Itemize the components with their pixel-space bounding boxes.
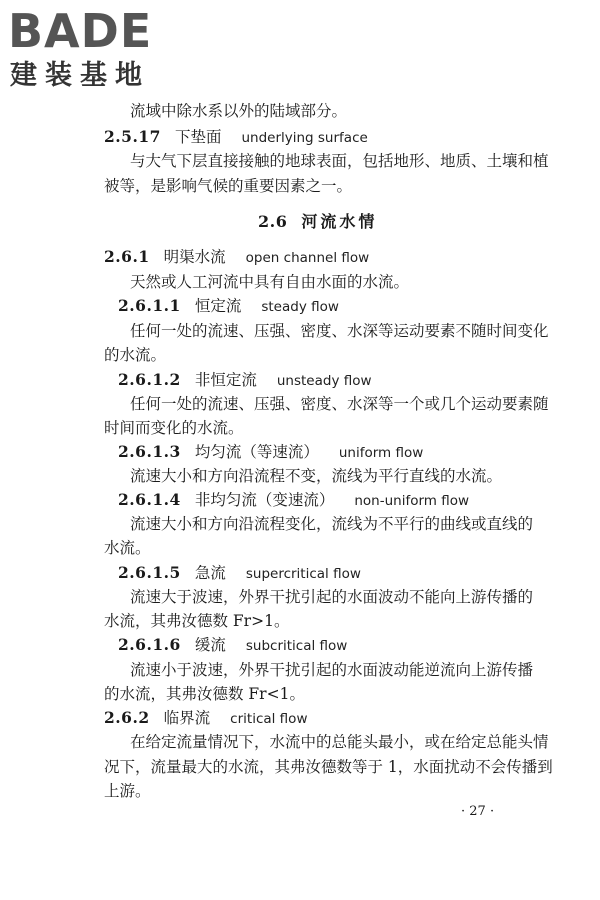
paragraph-line: 被等，是影响气候的重要因素之一。 <box>104 177 353 195</box>
term-number: 2.6.1.6 <box>118 635 181 654</box>
term-entry <box>104 708 307 729</box>
paragraph-line: 水流，其弗汝德数 Fr>1。 <box>104 612 290 630</box>
term-number: 2.6.1.2 <box>118 370 181 389</box>
bade-logo <box>6 6 176 94</box>
term-english: underlying surface <box>241 130 368 146</box>
paragraph-line: 的水流，其弗汝德数 Fr<1。 <box>104 685 305 703</box>
paragraph-line: 与大气下层直接接触的地球表面，包括地形、地质、土壤和植 <box>130 152 549 170</box>
term-number: 2.6.2 <box>104 708 150 727</box>
paragraph-line: 天然或人工河流中具有自由水面的水流。 <box>130 273 410 291</box>
term-english: uniform flow <box>338 445 424 461</box>
term-number: 2.6.1 <box>104 247 150 266</box>
term-entry <box>104 127 368 148</box>
paragraph-line: 上游。 <box>104 782 151 800</box>
paragraph-line: 水流。 <box>104 539 151 557</box>
term-entry <box>118 296 339 317</box>
section-title: 河流水情 <box>301 212 378 231</box>
term-english: unsteady flow <box>276 373 372 389</box>
term-entry <box>118 442 423 463</box>
term-number: 2.6.1.3 <box>118 442 181 461</box>
term-number: 2.6.1.5 <box>118 563 181 582</box>
term-english: supercritical flow <box>245 566 361 582</box>
term-entry <box>118 635 347 656</box>
term-chinese: 急流 <box>194 564 226 582</box>
term-entry <box>118 563 361 584</box>
term-chinese: 缓流 <box>194 636 226 654</box>
paragraph-line: 流速大于波速，外界干扰引起的水面波动不能向上游传播的 <box>130 588 534 606</box>
term-chinese: 临界流 <box>163 709 211 727</box>
term-english: critical flow <box>230 711 308 727</box>
term-entry <box>118 490 469 511</box>
term-chinese: 非恒定流 <box>194 371 257 389</box>
term-chinese: 下垫面 <box>174 128 222 146</box>
paragraph-line: 流速小于波速，外界干扰引起的水面波动能逆流向上游传播 <box>130 661 534 679</box>
paragraph-line: 的水流。 <box>104 346 167 364</box>
term-english: non-uniform flow <box>354 493 470 509</box>
paragraph-line: 流速大小和方向沿流程不变，流线为平行直线的水流。 <box>130 467 503 485</box>
term-english: steady flow <box>261 299 339 315</box>
term-chinese: 非均匀流（变速流） <box>194 491 335 509</box>
paragraph-line: 任何一处的流速、压强、密度、水深等一个或几个运动要素随 <box>130 395 549 413</box>
section-heading <box>258 212 377 232</box>
logo-wordmark: BADE <box>8 4 153 58</box>
term-chinese: 明渠水流 <box>163 248 226 266</box>
term-number: 2.6.1.1 <box>118 296 181 315</box>
page-number: · 27 · <box>461 804 495 819</box>
term-number: 2.5.17 <box>104 127 161 146</box>
term-english: open channel flow <box>245 250 370 266</box>
logo-subtitle: 建装基地 <box>10 60 150 91</box>
term-entry <box>118 370 372 391</box>
paragraph-line: 任何一处的流速、压强、密度、水深等运动要素不随时间变化 <box>130 322 549 340</box>
paragraph-line: 时间而变化的水流。 <box>104 419 244 437</box>
paragraph-line: 流域中除水系以外的陆域部分。 <box>130 102 348 120</box>
term-chinese: 恒定流 <box>194 297 242 315</box>
term-english: subcritical flow <box>245 638 348 654</box>
section-number: 2.6 <box>258 212 288 231</box>
paragraph-line: 在给定流量情况下，水流中的总能头最小，或在给定总能头情 <box>130 733 549 751</box>
term-number: 2.6.1.4 <box>118 490 181 509</box>
term-chinese: 均匀流（等速流） <box>194 443 319 461</box>
term-entry <box>104 247 369 268</box>
paragraph-line: 况下，流量最大的水流，其弗汝德数等于 1，水面扰动不会传播到 <box>104 758 553 776</box>
paragraph-line: 流速大小和方向沿流程变化，流线为不平行的曲线或直线的 <box>130 515 534 533</box>
